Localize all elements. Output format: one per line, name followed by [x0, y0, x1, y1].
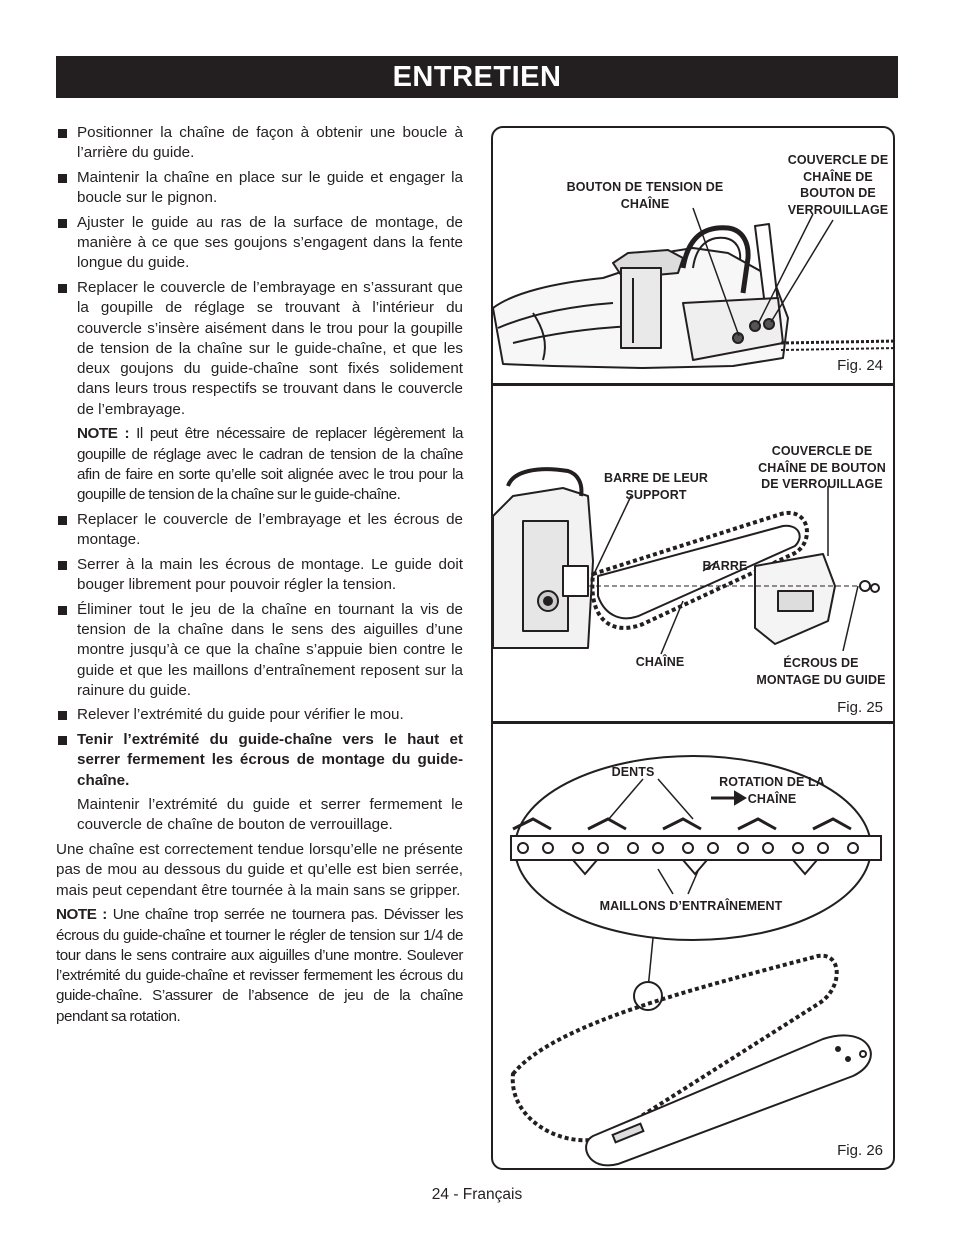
note-text: Une chaîne trop serrée ne tournera pas. Dévisser les écrous du guide-chaîne et tourner le régler de tension sur 1/4 de tour dans le sens contraire aux aiguilles d’une montre. Soulever l’extrémité du guide-chaîne et revisser fermement les écrous du guide-chaîne. S’assurer de l’absence de jeu de la chaîne pendant sa rotation.	[56, 906, 463, 1025]
callout-bar: BARRE	[702, 559, 748, 573]
callout-chain-cover: COUVERCLE DE CHAÎNE DE BOUTON DE VERROUILLAGE	[758, 444, 886, 491]
list-item	[56, 510, 463, 551]
callout-chain-rotation: ROTATION DE LA CHAÎNE	[719, 775, 825, 806]
list-item	[56, 213, 463, 274]
note-paragraph	[56, 905, 463, 1027]
callout-teeth: DENTS	[611, 765, 655, 779]
paragraph: Une chaîne est correctement tendue lorsqu’elle ne présente pas de mou au dessous du guide et qu’elle est bien serrée, mais peut cependant être tournée à la main sans se gripper.	[56, 841, 463, 899]
bullet-square-icon	[58, 284, 67, 293]
page-footer: 24 - Français	[431, 1186, 523, 1203]
list-item-text: Serrer à la main les écrous de montage. Le guide doit bouger librement pour pouvoir régler la tension.	[77, 555, 463, 594]
callout-support-bar: BARRE DE LEUR SUPPORT	[603, 471, 709, 502]
list-item-text: Replacer le couvercle de l’embrayage et les écrous de montage.	[77, 510, 463, 549]
bullet-square-icon	[58, 736, 67, 745]
list-item-text: Ajuster le guide au ras de la surface de montage, de manière à ce que ses goujons s’engagent dans la fente longue du guide.	[77, 213, 463, 272]
list-item-text: Relever l’extrémité du guide pour vérifier le mou.	[77, 706, 404, 724]
bullet-square-icon	[58, 516, 67, 525]
paragraph: Maintenir l’extrémité du guide et serrer fermement le couvercle de chaîne de bouton de verrouillage.	[77, 796, 463, 834]
note-label: NOTE :	[56, 906, 107, 924]
note-label: NOTE :	[77, 425, 130, 443]
chain-detail-illustration	[493, 724, 895, 1170]
list-item	[56, 730, 463, 791]
list-item	[56, 555, 463, 596]
figure-label: Fig. 26	[837, 1142, 883, 1159]
bullet-square-icon	[58, 174, 67, 183]
figure-26	[491, 722, 895, 1170]
bullet-square-icon	[58, 129, 67, 138]
figure-25	[491, 384, 895, 723]
list-item-text: Positionner la chaîne de façon à obtenir une boucle à l’arrière du guide.	[77, 124, 463, 162]
list-item	[56, 168, 463, 209]
list-item-text: Maintenir la chaîne en place sur le guide et engager la boucle sur le pignon.	[77, 168, 463, 207]
callout-tension-knob: BOUTON DE TENSION DE CHAÎNE	[566, 180, 724, 211]
figure-label: Fig. 24	[837, 357, 883, 374]
callout-chain: CHAÎNE	[635, 655, 685, 669]
bullet-square-icon	[58, 711, 67, 720]
note-paragraph	[56, 424, 463, 505]
figure-24	[491, 126, 895, 385]
callout-drive-links: MAILLONS D’ENTRAÎNEMENT	[599, 899, 783, 913]
list-item-text: Éliminer tout le jeu de la chaîne en tournant la vis de tension de la chaîne dans le sens des aiguilles d’une montre jusqu’à ce que la chaîne s’appuie bien contre le guide et que les maillons d’entraînement reposent sur la rainure du guide.	[77, 600, 463, 699]
callout-chain-cover: COUVERCLE DE CHAÎNE DE BOUTON DE VERROUILLAGE	[787, 153, 889, 217]
bullet-square-icon	[58, 561, 67, 570]
list-item-text: Replacer le couvercle de l’embrayage en s’assurant que la goupille de réglage se trouvant à l’intérieur du couvercle s’insère aisément dans le trou pour la goupille de tension de la chaîne sur le guide-chaîne, et que les deux goujons du guide-chaîne sont fixés solidement dans leurs trous respectifs se trouvant dans le couvercle de l’embrayage.	[77, 278, 463, 418]
bullet-square-icon	[58, 219, 67, 228]
figure-label: Fig. 25	[837, 699, 883, 716]
instructions-column	[56, 123, 463, 1031]
list-item	[56, 600, 463, 701]
list-item-text: Tenir l’extrémité du guide-chaîne vers le haut et serrer fermement les écrous de montage du guide-chaîne.	[77, 730, 463, 789]
note-text: Il peut être nécessaire de replacer légèrement la goupille de réglage avec le cadran de tension de la chaîne afin de faire en sorte qu’elle soit alignée avec le trou pour la goupille de tension de la chaîne sur le guide-chaîne.	[77, 425, 464, 504]
list-item	[56, 278, 463, 420]
bullet-square-icon	[58, 606, 67, 615]
callout-mounting-nuts: ÉCROUS DE MONTAGE DU GUIDE	[756, 656, 886, 687]
section-title: ENTRETIEN	[56, 56, 898, 98]
list-item	[56, 123, 463, 164]
list-item	[56, 705, 463, 725]
